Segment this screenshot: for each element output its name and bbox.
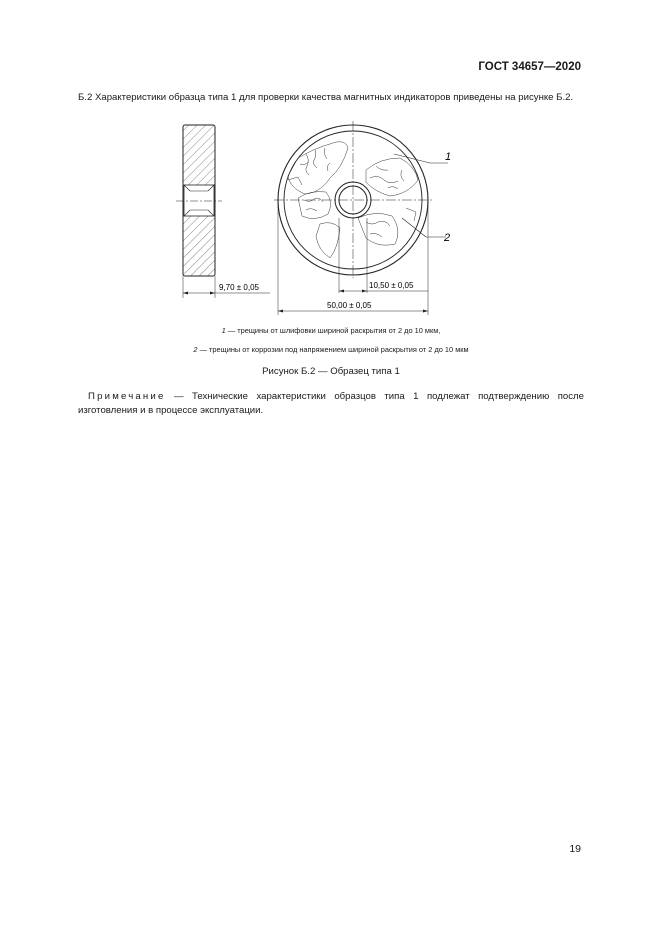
legend-num-2: 2 <box>193 345 198 354</box>
dim-hole: 10,50 ± 0,05 <box>369 281 414 290</box>
callout-2: 2 <box>444 232 451 244</box>
document-header: ГОСТ 34657—2020 <box>478 61 581 73</box>
intro-paragraph: Б.2 Характеристики образца типа 1 для проверки качества магнитных индикаторов приведены на рисунке Б.2. <box>78 92 574 103</box>
legend-item-2 <box>78 345 584 354</box>
dim-thickness: 9,70 ± 0,05 <box>219 283 259 292</box>
note-text: — Технические характеристики образцов типа 1 подлежат подтверждению после изготовления и в процессе эксплуатации. <box>78 391 584 416</box>
section-view <box>176 125 270 298</box>
legend-num-1: 1 <box>221 326 226 335</box>
figure-caption: Рисунок Б.2 — Образец типа 1 <box>262 366 400 377</box>
note-label: Примечание <box>88 391 166 402</box>
front-view <box>274 121 451 315</box>
note-paragraph <box>78 390 584 417</box>
dim-outer: 50,00 ± 0,05 <box>327 301 372 310</box>
page-number: 19 <box>569 843 581 855</box>
legend-item-1 <box>78 326 584 335</box>
callout-1: 1 <box>445 151 452 163</box>
specimen-drawing <box>170 118 460 323</box>
legend-text-1: — трещины от шлифовки шириной раскрытия от 2 до 10 мкм, <box>225 326 441 335</box>
legend-text-2: — трещины от коррозии под напряжением шириной раскрытия от 2 до 10 мкм <box>197 345 469 354</box>
